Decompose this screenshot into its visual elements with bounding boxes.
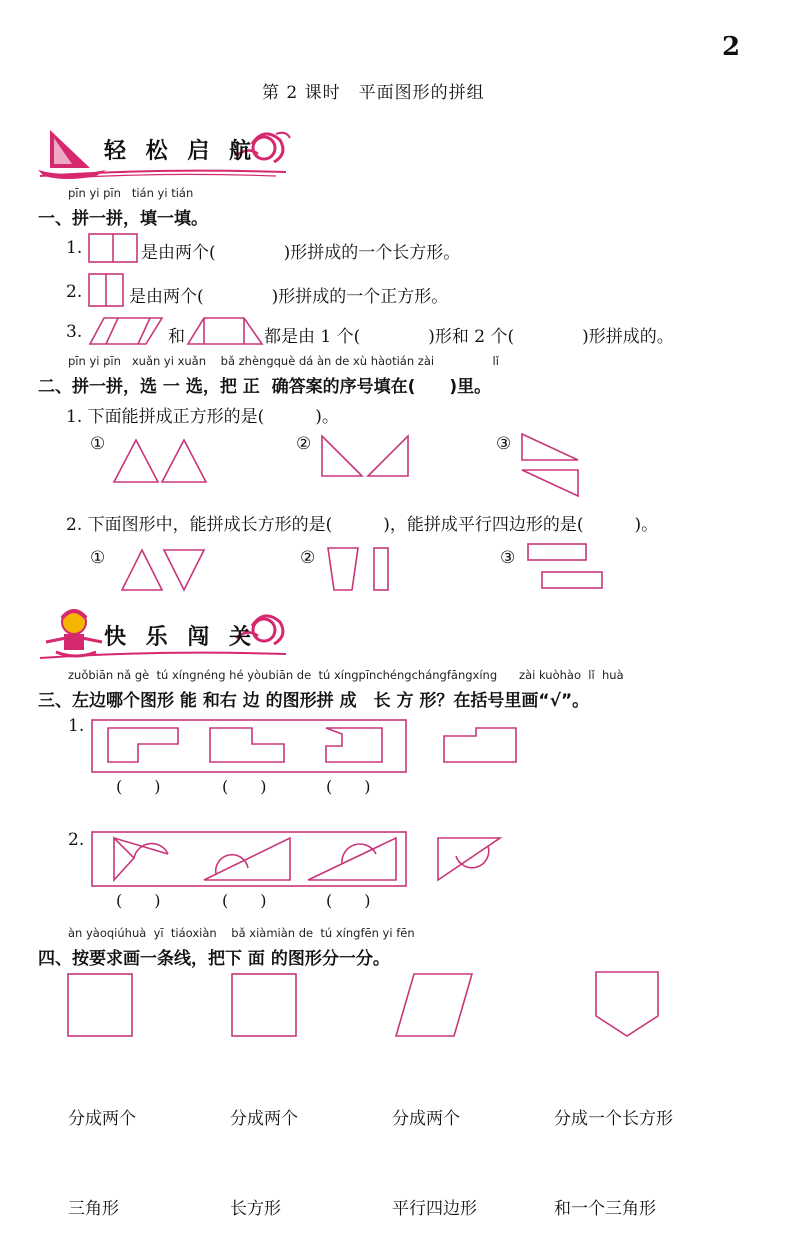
s2-q1-label-2: ② (296, 434, 312, 454)
two-rectangles-option-3 (524, 540, 608, 592)
s3-q2-answer-paren-3[interactable]: ( ) (326, 891, 371, 910)
section2-heading: 二、拼一拼，选 一 选，把 正 确答案的序号填在( )里。 (38, 377, 492, 397)
two-triangles-option-1b (118, 546, 208, 594)
parallelogram-to-split[interactable] (394, 972, 476, 1038)
section3-pinyin: zuǒbiān nǎ gè tú xíngnéng hé yòubiān de tú xíngpīnchéngchángfāngxíng zài kuòhào lǐ huà (68, 668, 624, 682)
s3-q2-number: 2. (68, 830, 85, 850)
banner-happy-level: 快 乐 闯 关 (104, 625, 257, 650)
s1-q3-number: 3. (66, 322, 83, 342)
section4-heading: 四、按要求画一条线，把下 面 的图形分一分。 (38, 949, 390, 969)
s4-caption-2-line2: 长方形 (230, 1199, 281, 1219)
section4-pinyin: àn yàoqiúhuà yī tiáoxiàn bǎ xiàmiàn de tú xíngfēn yi fēn (68, 926, 415, 940)
s3-q1-answer-paren-1[interactable]: ( ) (116, 777, 161, 796)
s3-q2-answer-paren-1[interactable]: ( ) (116, 891, 161, 910)
s1-q1-text: 是由两个( )形拼成的一个长方形。 (141, 243, 461, 263)
s4-caption-4-line2: 和一个三角形 (554, 1199, 656, 1219)
s4-caption-4-line1: 分成一个长方形 (554, 1109, 673, 1129)
two-triangles-option-1 (112, 436, 208, 486)
page-number: 2 (722, 32, 741, 62)
trapezoid-composite-figure (186, 316, 264, 346)
s3-q1-number: 1. (68, 716, 85, 736)
two-rectangles-square-figure (88, 272, 128, 308)
banner-easy-start: 轻 松 启 航 (104, 139, 257, 164)
s3-q2-figures (90, 830, 530, 890)
s4-caption-1 (68, 1044, 136, 1254)
s1-q1-number: 1. (66, 238, 83, 258)
s3-q1-answer-paren-2[interactable]: ( ) (222, 777, 267, 796)
square-to-split-1[interactable] (66, 972, 136, 1038)
s4-caption-3-line2: 平行四边形 (392, 1199, 477, 1219)
s2-q1-text: 1. 下面能拼成正方形的是( )。 (66, 407, 339, 427)
s4-caption-2 (230, 1044, 298, 1254)
s3-q1-answer-paren-3[interactable]: ( ) (326, 777, 371, 796)
s1-q2-number: 2. (66, 282, 83, 302)
s1-q2-text: 是由两个( )形拼成的一个正方形。 (129, 287, 449, 307)
s2-q2-label-2: ② (300, 548, 316, 568)
lesson-title: 第 2 课时 平面图形的拼组 (262, 83, 485, 103)
s3-q2-answer-paren-2[interactable]: ( ) (222, 891, 267, 910)
s2-q2-label-3: ③ (500, 548, 516, 568)
s4-caption-1-line1: 分成两个 (68, 1109, 136, 1129)
s2-q1-label-3: ③ (496, 434, 512, 454)
s4-caption-2-line1: 分成两个 (230, 1109, 298, 1129)
two-right-triangles-option-3 (518, 430, 584, 500)
parallelogram-composite-figure (88, 316, 164, 346)
s2-q2-label-1: ① (90, 548, 106, 568)
square-to-split-2[interactable] (230, 972, 300, 1038)
s2-q1-label-1: ① (90, 434, 106, 454)
s3-q1-figures (90, 718, 530, 776)
s2-q2-text: 2. 下面图形中，能拼成长方形的是( )，能拼成平行四边形的是( )。 (66, 515, 659, 535)
two-squares-rectangle-figure (88, 232, 140, 264)
section1-pinyin: pīn yi pīn tián yi tián (68, 186, 194, 200)
section2-pinyin: pīn yi pīn xuǎn yi xuǎn bǎ zhèngquè dá àn de xù hàotián zài lǐ (68, 354, 499, 368)
section1-heading: 一、拼一拼，填一填。 (38, 209, 208, 229)
s1-q3-and: 和 (168, 327, 185, 347)
pentagon-to-split[interactable] (594, 970, 662, 1040)
two-right-triangles-option-2 (318, 432, 414, 480)
s4-caption-4 (554, 1044, 673, 1254)
trapezoid-rectangle-option-2 (324, 544, 394, 594)
s4-caption-3-line1: 分成两个 (392, 1109, 460, 1129)
s4-caption-3 (392, 1044, 477, 1254)
section3-heading: 三、左边哪个图形 能 和右 边 的图形拼 成 长 方 形？在括号里画“√”。 (38, 691, 590, 711)
s1-q3-text: 都是由 1 个( )形和 2 个( )形拼成的。 (264, 327, 674, 347)
s4-caption-1-line2: 三角形 (68, 1199, 119, 1219)
